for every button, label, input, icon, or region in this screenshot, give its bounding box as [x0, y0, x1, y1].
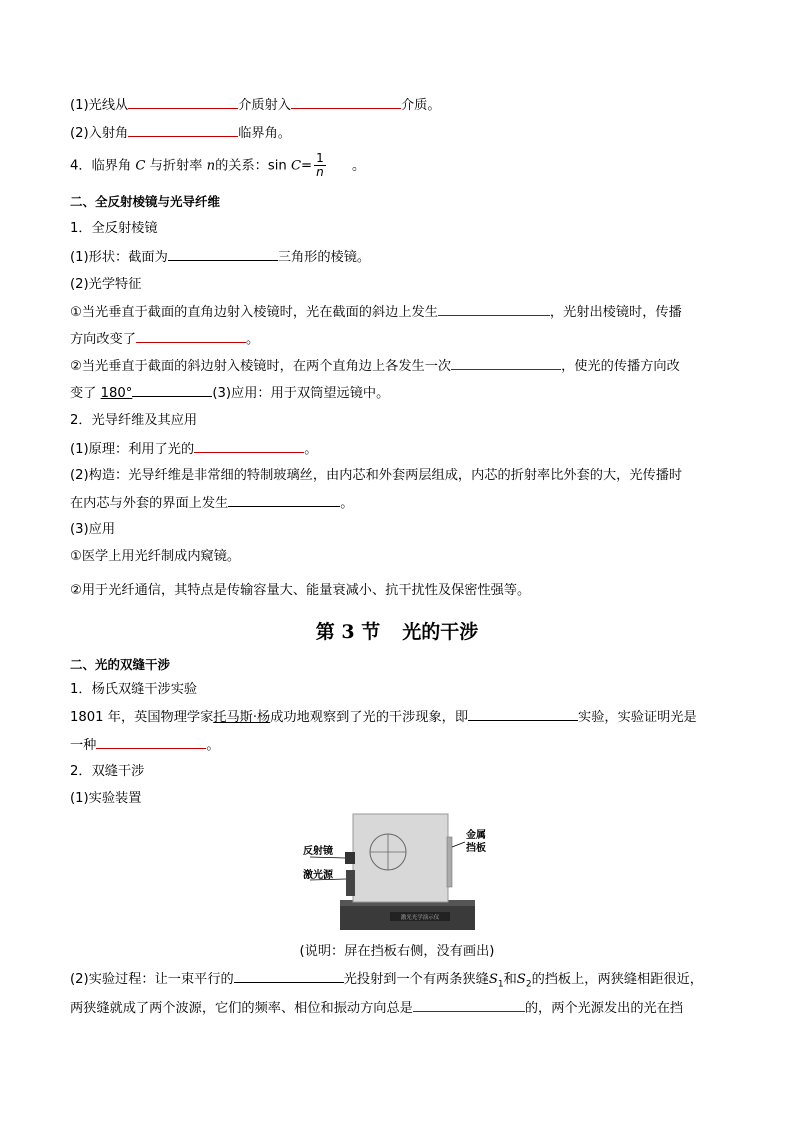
device-label: 激光光学演示仪 — [400, 915, 440, 921]
line-shape: (1)形状：截面为 三角形的棱镜。 — [70, 250, 371, 265]
line-young-b: 一种 。 — [70, 738, 220, 753]
line-structure-a: (2)构造：光导纤维是非常细的特制玻璃丝，由内芯和外套两层组成，内芯的折射率比外套的大，光传播时 — [70, 468, 683, 483]
line-feature-2a: ②当光垂直于截面的斜边射入棱镜时，在两个直角边上各发生一次 ，使光的传播方向改 — [70, 359, 680, 374]
label-metal-1: 金属 — [466, 830, 486, 841]
line-critical-angle-formula: 4．临界角 C 与折射率 n的关系：sin C= $\frac{1}{n}$ 。 — [70, 151, 366, 179]
metal-plate — [447, 837, 452, 887]
line-medium: (1)光线从 介质射入 介质。 — [70, 98, 441, 113]
answer-blank[interactable] — [451, 357, 561, 370]
apparatus-illustration — [300, 812, 500, 934]
answer-blank[interactable] — [234, 970, 344, 983]
answer-blank[interactable] — [413, 999, 525, 1012]
line-angle: (2)入射角 临界角。 — [70, 126, 291, 141]
section-title-double-slit: 二、光的双缝干涉 — [70, 657, 171, 672]
fraction-1-over-n: $\frac{1}{n}$ — [316, 151, 324, 179]
laser-body — [346, 870, 355, 896]
answer-blank[interactable] — [132, 384, 212, 397]
line-principle: (1)原理：利用了光的 。 — [70, 442, 318, 457]
mirror-pointer — [310, 857, 345, 858]
mirror-holder — [345, 852, 355, 864]
line-process-b: 两狭缝就成了两个波源，它们的频率、相位和振动方向总是 的，两个光源发出的光在挡 — [70, 1001, 684, 1016]
answer-blank[interactable] — [128, 124, 238, 137]
answer-blank[interactable] — [96, 736, 206, 749]
subheading-double-slit: 2．双缝干涉 — [70, 764, 145, 779]
line-communication: ②用于光纤通信，其特点是传输容量大、能量衰减小、抗干扰性及保密性强等。 — [70, 583, 531, 598]
section-heading: 第 3 节 光的干涉 — [315, 621, 479, 643]
answer-blank[interactable] — [468, 708, 578, 721]
answer-blank[interactable] — [168, 248, 278, 261]
subheading-prism: 1．全反射棱镜 — [70, 221, 158, 236]
screen-panel — [353, 814, 448, 902]
line-feature-1b: 方向改变了 。 — [70, 332, 260, 347]
subheading-fiber: 2．光导纤维及其应用 — [70, 413, 198, 428]
answer-blank[interactable] — [291, 96, 401, 109]
answer-blank[interactable] — [194, 440, 304, 453]
line-structure-b: 在内芯与外套的界面上发生 。 — [70, 496, 354, 511]
line-young-a: 1801 年，英国物理学家托马斯·杨成功地观察到了光的干涉现象，即 实验，实验证明光是 — [70, 710, 697, 725]
line-feature-1a: ①当光垂直于截面的直角边射入棱镜时，光在截面的斜边上发生 ，光射出棱镜时，传播 — [70, 305, 682, 320]
line-feature-2b: 变了 180° (3)应用：用于双筒望远镜中。 — [70, 386, 390, 401]
section-title-prism-fiber: 二、全反射棱镜与光导纤维 — [70, 194, 221, 209]
label-mirror: 反射镜 — [303, 846, 333, 857]
line-process-a: (2)实验过程：让一束平行的 光投射到一个有两条狭缝$S_1$和$S_2$的挡板上，两狭缝相距很近， — [70, 972, 703, 990]
apparatus-figure — [300, 812, 500, 934]
answer-blank[interactable] — [136, 330, 246, 343]
metal-pointer — [452, 842, 465, 847]
line-application: (3)应用 — [70, 522, 116, 537]
label-metal-2: 挡板 — [466, 843, 486, 854]
answer-blank[interactable] — [438, 303, 550, 316]
answer-blank[interactable] — [228, 494, 340, 507]
line-endoscope: ①医学上用光纤制成内窥镜。 — [70, 549, 241, 564]
answer-blank[interactable] — [128, 96, 238, 109]
line-apparatus: (1)实验装置 — [70, 791, 142, 806]
subheading-young: 1．杨氏双缝干涉实验 — [70, 682, 198, 697]
line-optical-features: (2)光学特征 — [70, 277, 142, 292]
label-laser: 激光源 — [303, 870, 333, 881]
figure-caption: (说明：屏在挡板右侧，没有画出) — [299, 944, 495, 959]
